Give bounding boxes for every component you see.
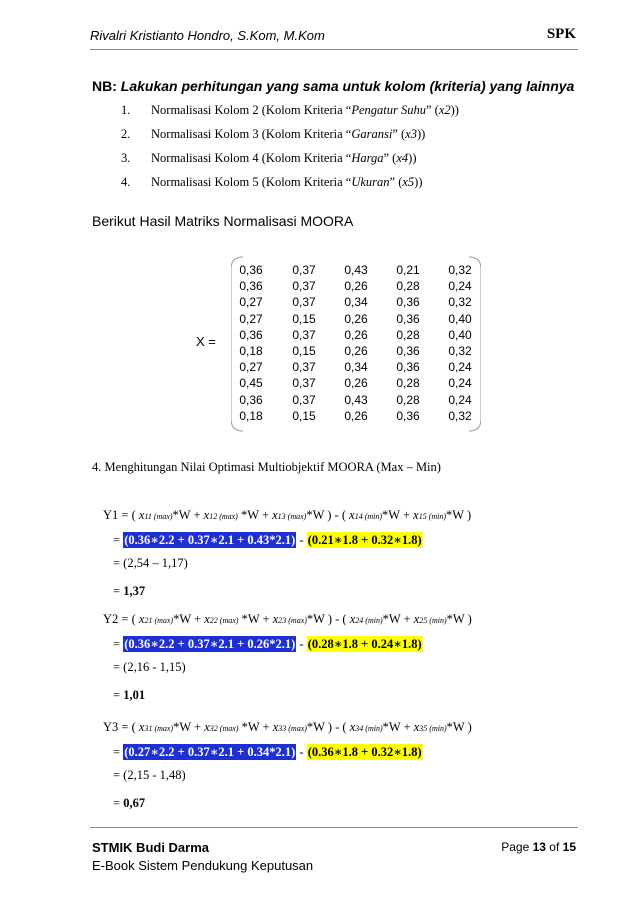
- matrix-cell: 0,36: [396, 360, 420, 375]
- step-item: [121, 127, 425, 142]
- normalized-matrix: [231, 255, 481, 433]
- x-symbol: x: [413, 508, 419, 522]
- x-symbol: x: [138, 720, 145, 734]
- x-symbol: x: [204, 720, 210, 734]
- x-subscript: 11 (max): [144, 512, 173, 521]
- header-divider: [90, 49, 578, 50]
- matrix-cell: 0,43: [344, 392, 368, 407]
- weight-term: *W +: [382, 508, 411, 522]
- matrix-cell: 0,36: [396, 344, 420, 358]
- weight-term: *W +: [237, 508, 269, 522]
- matrix-cell: 0,37: [292, 392, 316, 407]
- step-number: 1.: [121, 103, 131, 117]
- matrix-cell: 0,15: [292, 311, 316, 326]
- step-text: )): [408, 151, 417, 165]
- weight-term: *W +: [238, 720, 270, 734]
- max-sum-highlight: (0.36∗2.2 + 0.37∗2.1 + 0.26*2.1): [124, 637, 296, 651]
- matrix-cell: 0,34: [344, 360, 368, 375]
- step-text: ” (: [425, 103, 439, 117]
- x-subscript: 12 (max): [209, 512, 238, 521]
- matrix-cell: 0,26: [344, 279, 368, 294]
- step-criterion: Garansi: [351, 127, 393, 141]
- matrix-label: X =: [196, 334, 216, 349]
- matrix-cell: 0,15: [292, 344, 316, 358]
- step-text: )): [450, 103, 459, 117]
- equals-sign: =: [113, 796, 124, 810]
- matrix-cell: 0,26: [344, 408, 368, 423]
- x-symbol: x: [203, 508, 210, 522]
- x-subscript: 15 (min): [418, 512, 447, 521]
- weight-term: *W ): [446, 720, 472, 734]
- equals-sign: =: [113, 745, 121, 759]
- step-number: 2.: [121, 127, 131, 141]
- min-sum-highlight: (0.21∗1.8 + 0.32∗1.8): [307, 533, 422, 547]
- matrix-cell: 0,28: [396, 279, 420, 294]
- section-heading-4: 4. Menghitungan Nilai Optimasi Multiobjektif MOORA (Max – Min): [92, 460, 441, 474]
- y-result: [113, 796, 145, 811]
- step-variable: x5: [402, 175, 415, 189]
- equals-sign: =: [113, 637, 121, 651]
- matrix-cell: 0,24: [448, 376, 472, 391]
- x-symbol: x: [138, 508, 145, 522]
- x-symbol: x: [138, 612, 145, 626]
- min-sum-highlight: (0.36∗1.8 + 0.32∗1.8): [307, 745, 422, 759]
- note-text: Lakukan perhitungan yang sama untuk kolom (kriteria) yang lainnya: [120, 78, 575, 94]
- step-variable: x2: [438, 103, 451, 117]
- matrix-cell: 0,37: [292, 295, 316, 310]
- footer-org: STMIK Budi Darma: [92, 840, 210, 855]
- matrix-cell: 0,34: [344, 295, 368, 310]
- y-substitution: [113, 532, 423, 548]
- matrix-cell: 0,37: [292, 376, 316, 391]
- x-subscript: 23 (max): [278, 616, 307, 625]
- matrix-cell: 0,36: [239, 392, 263, 407]
- matrix-cell: 0,28: [396, 327, 420, 342]
- matrix-cell: 0,15: [292, 408, 316, 423]
- matrix-cell: 0,37: [292, 360, 316, 375]
- matrix-cell: 0,27: [239, 311, 263, 326]
- x-subscript: 31 (max): [144, 724, 174, 733]
- y-formula: [103, 720, 472, 735]
- matrix-cell: 0,24: [448, 392, 472, 407]
- matrix-cell: 0,32: [448, 344, 472, 358]
- header-author: Rivalri Kristianto Hondro, S.Kom, M.Kom: [90, 28, 325, 43]
- step-text: Normalisasi Kolom 4 (Kolom Kriteria “: [151, 151, 352, 165]
- matrix-cell: 0,32: [448, 408, 472, 423]
- header-title: SPK: [546, 26, 576, 42]
- x-subscript: 21 (max): [144, 616, 174, 625]
- step-item: [121, 103, 459, 118]
- min-sum-highlight: (0.28∗1.8 + 0.24∗1.8): [307, 637, 422, 651]
- y-formula: [103, 508, 471, 523]
- equals-sign: =: [113, 584, 124, 598]
- equals-sign: =: [113, 688, 124, 702]
- matrix-cell: 0,40: [448, 327, 472, 342]
- step-criterion: Harga: [351, 151, 384, 165]
- weight-term: *W +: [382, 720, 411, 734]
- y-subtotal: = (2,16 - 1,15): [113, 660, 186, 674]
- x-symbol: x: [272, 612, 279, 626]
- matrix-heading: Berikut Hasil Matriks Normalisasi MOORA: [92, 213, 354, 229]
- step-text: ” (: [392, 127, 406, 141]
- x-symbol: x: [413, 720, 420, 734]
- weight-term: *W ): [446, 612, 472, 626]
- weight-term: *W +: [173, 720, 202, 734]
- weight-term: *W ) - (: [306, 612, 347, 626]
- matrix-cell: 0,40: [448, 311, 472, 326]
- matrix-cell: 0,26: [344, 327, 368, 342]
- step-criterion: Pengatur Suhu: [351, 103, 426, 117]
- minus-sign: -: [296, 533, 307, 547]
- note-label: NB:: [92, 78, 117, 94]
- weight-term: *W +: [382, 612, 411, 626]
- matrix-cell: 0,36: [396, 311, 420, 326]
- weight-term: *W +: [173, 612, 202, 626]
- matrix-cell: 0,28: [396, 392, 420, 407]
- equals-sign: =: [113, 533, 121, 547]
- x-subscript: 35 (min): [419, 724, 447, 733]
- x-symbol: x: [349, 508, 355, 522]
- matrix-cell: 0,27: [239, 360, 263, 375]
- step-variable: x3: [405, 127, 417, 141]
- x-symbol: x: [413, 612, 420, 626]
- matrix-cell: 0,36: [239, 279, 263, 294]
- step-number: 3.: [121, 151, 131, 165]
- footer-divider: [90, 827, 578, 828]
- step-text: Normalisasi Kolom 3 (Kolom Kriteria “: [151, 127, 352, 141]
- matrix-cell: 0,37: [292, 279, 316, 294]
- weight-term: *W ) - (: [306, 508, 346, 522]
- matrix-cell: 0,21: [396, 263, 420, 277]
- y-result-value: 1,01: [123, 688, 146, 702]
- y-result-value: 1,37: [123, 584, 146, 598]
- matrix-cell: 0,43: [344, 263, 368, 277]
- step-item: [121, 175, 423, 190]
- matrix-cell: 0,24: [448, 279, 472, 294]
- step-text: )): [414, 175, 423, 189]
- step-text: )): [416, 127, 426, 141]
- matrix-cell: 0,18: [239, 344, 263, 358]
- matrix-cell: 0,26: [344, 311, 368, 326]
- y-result: [113, 584, 145, 599]
- y-subtotal: = (2,15 - 1,48): [113, 768, 186, 782]
- y-label: Y2 = (: [103, 612, 136, 626]
- y-substitution: [113, 744, 423, 760]
- x-subscript: 32 (max): [209, 724, 239, 733]
- matrix-cell: 0,26: [344, 376, 368, 391]
- max-sum-highlight: (0.27∗2.2 + 0.37∗2.1 + 0.34*2.1): [124, 745, 296, 759]
- matrix-cell: 0,45: [239, 376, 263, 391]
- matrix-cell: 0,18: [239, 408, 263, 423]
- weight-term: *W +: [172, 508, 201, 522]
- y-result: [113, 688, 145, 703]
- x-symbol: x: [272, 508, 278, 522]
- matrix-cell: 0,36: [239, 263, 263, 277]
- matrix-cell: 0,36: [396, 295, 420, 310]
- matrix-cell: 0,32: [448, 263, 472, 277]
- x-symbol: x: [272, 720, 279, 734]
- y-formula: [103, 612, 472, 627]
- matrix-cell: 0,28: [396, 376, 420, 391]
- note-line: [92, 78, 574, 94]
- matrix-cell: 0,36: [396, 408, 420, 423]
- footer-book: E-Book Sistem Pendukung Keputusan: [92, 858, 314, 873]
- x-subscript: 34 (min): [355, 724, 383, 733]
- matrix-cell: 0,24: [448, 360, 472, 375]
- matrix-cell: 0,26: [344, 344, 368, 358]
- max-sum-highlight: (0.36∗2.2 + 0.37∗2.1 + 0.43*2.1): [124, 533, 296, 547]
- step-criterion: Ukuran: [351, 175, 390, 189]
- x-symbol: x: [349, 612, 356, 626]
- weight-term: *W +: [238, 612, 270, 626]
- step-text: Normalisasi Kolom 5 (Kolom Kriteria “: [151, 175, 352, 189]
- matrix-cell: 0,36: [239, 327, 263, 342]
- x-subscript: 25 (min): [419, 616, 447, 625]
- step-number: 4.: [121, 175, 131, 189]
- weight-term: *W ): [446, 508, 472, 522]
- page-number: Page 13 of 15: [501, 840, 576, 854]
- y-result-value: 0,67: [123, 796, 146, 810]
- step-text: Normalisasi Kolom 2 (Kolom Kriteria “: [151, 103, 352, 117]
- x-subscript: 13 (max): [277, 512, 307, 521]
- matrix-cell: 0,37: [292, 327, 316, 342]
- y-label: Y1 = (: [103, 508, 136, 522]
- step-variable: x4: [396, 151, 409, 165]
- y-label: Y3 = (: [103, 720, 136, 734]
- x-subscript: 22 (max): [209, 616, 239, 625]
- x-subscript: 24 (min): [355, 616, 383, 625]
- weight-term: *W ) - (: [306, 720, 347, 734]
- x-subscript: 14 (min): [354, 512, 383, 521]
- x-symbol: x: [204, 612, 210, 626]
- matrix-cell: 0,27: [239, 295, 263, 310]
- y-substitution: [113, 636, 423, 652]
- minus-sign: -: [296, 745, 307, 759]
- y-subtotal: = (2,54 – 1,17): [113, 556, 188, 570]
- matrix-cell: 0,37: [292, 263, 316, 277]
- matrix-cell: 0,32: [448, 295, 472, 310]
- minus-sign: -: [296, 637, 307, 651]
- x-symbol: x: [349, 720, 356, 734]
- step-text: ” (: [389, 175, 403, 189]
- step-text: ” (: [383, 151, 397, 165]
- x-subscript: 33 (max): [278, 724, 307, 733]
- step-item: [121, 151, 416, 166]
